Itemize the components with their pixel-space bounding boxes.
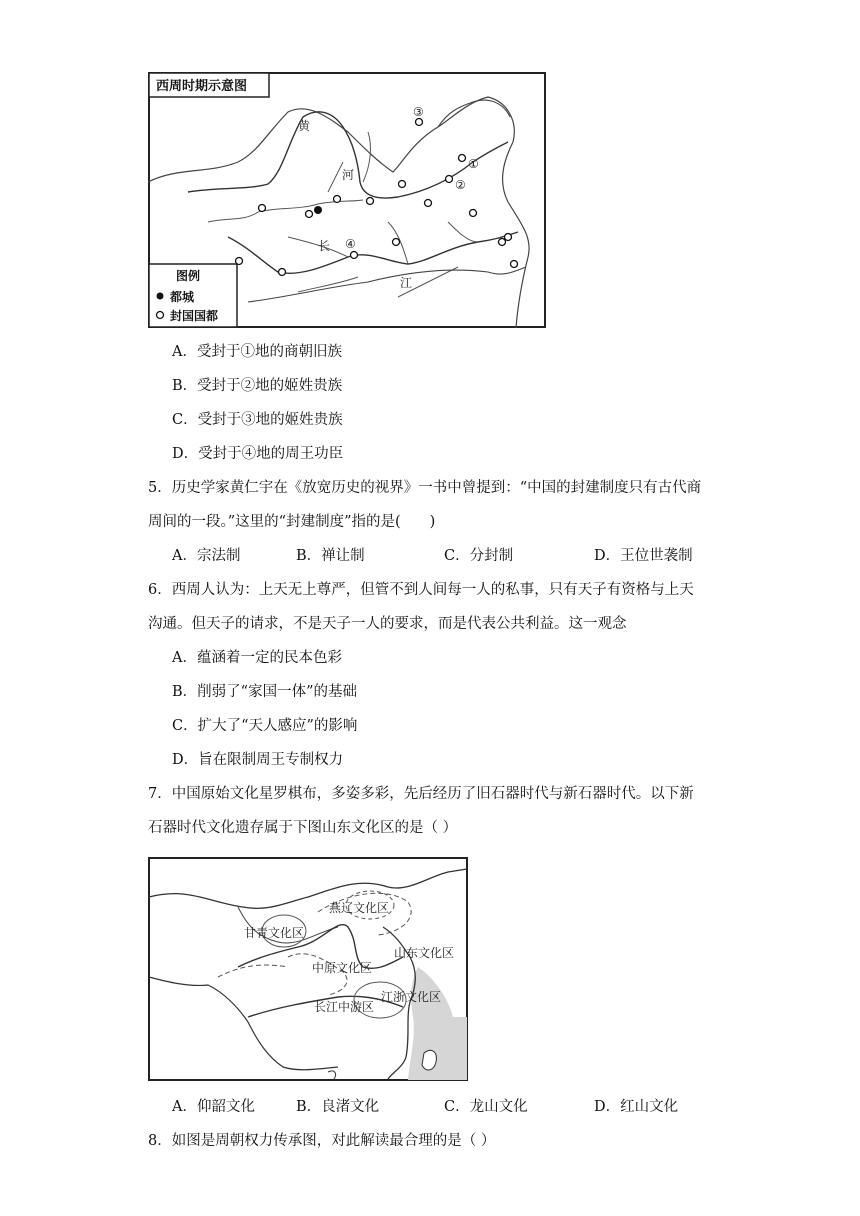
label-changjiang: 长江中游区 [314, 1000, 375, 1014]
label-huang: 黄 [298, 119, 311, 133]
label-zhongyuan: 中原文化区 [312, 961, 373, 975]
marker-3: ③ [413, 105, 424, 119]
q5-stem-line2: 周间的一段。”这里的“封建制度”指的是( ) [148, 514, 436, 530]
legend-capital: 都城 [170, 290, 195, 304]
q7-stem-line2: 石器时代文化遗存属于下图山东文化区的是（ ） [148, 820, 458, 836]
marker-1: ① [468, 157, 479, 171]
label-he: 河 [342, 168, 355, 182]
legend-vassal: 封国国都 [170, 309, 219, 323]
legend-title: 图例 [176, 269, 201, 283]
capital-dot [314, 206, 322, 214]
q7-option-d: D．红山文化 [594, 1099, 679, 1115]
label-shandong: 山东文化区 [394, 946, 455, 960]
label-yanliao: 燕辽文化区 [329, 901, 390, 915]
q6-option-a: A．蕴涵着一定的民本色彩 [172, 650, 342, 666]
western-zhou-map [148, 72, 546, 328]
q5-option-d: D．王位世袭制 [594, 548, 693, 564]
marker-4: ④ [345, 237, 356, 251]
label-jiang: 江 [400, 276, 413, 290]
q6-option-c: C．扩大了“天人感应”的影响 [172, 718, 358, 734]
q7-option-b: B．良渚文化 [296, 1099, 380, 1115]
q4-option-b: B．受封于②地的姬姓贵族 [172, 378, 343, 394]
q6-option-b: B．削弱了“家国一体”的基础 [172, 684, 357, 700]
map-title: 西周时期示意图 [156, 79, 248, 94]
q8-stem-line1: 8．如图是周朝权力传承图，对此解读最合理的是（ ） [148, 1133, 496, 1149]
q4-option-a: A．受封于①地的商朝旧族 [172, 344, 342, 360]
q6-stem-line2: 沟通。但天子的请求，不是天子一人的要求，而是代表公共利益。这一观念 [148, 616, 627, 632]
q7-option-a: A．仰韶文化 [172, 1099, 255, 1115]
q6-option-d: D．旨在限制周王专制权力 [172, 752, 344, 768]
q4-option-c: C．受封于③地的姬姓贵族 [172, 412, 343, 428]
q4-option-d: D．受封于④地的周王功臣 [172, 446, 344, 462]
neolithic-culture-map [148, 857, 468, 1081]
q5-option-a: A．宗法制 [172, 548, 241, 564]
label-jiangzhe: 江浙文化区 [381, 990, 442, 1004]
q7-option-c: C．龙山文化 [444, 1099, 528, 1115]
q5-stem-line1: 5．历史学家黄仁宇在《放宽历史的视界》一书中曾提到：“中国的封建制度只有古代商 [148, 480, 702, 496]
q6-stem-line1: 6．西周人认为：上天无上尊严，但管不到人间每一人的私事，只有天子有资格与上天 [148, 582, 694, 598]
q5-option-b: B．禅让制 [296, 548, 365, 564]
label-ganqing: 甘青文化区 [244, 926, 305, 940]
q5-option-c: C．分封制 [444, 548, 514, 564]
marker-2: ② [455, 178, 466, 192]
label-chang: 长 [318, 239, 331, 253]
q7-stem-line1: 7．中国原始文化星罗棋布，多姿多彩，先后经历了旧石器时代与新石器时代。以下新 [148, 786, 694, 802]
